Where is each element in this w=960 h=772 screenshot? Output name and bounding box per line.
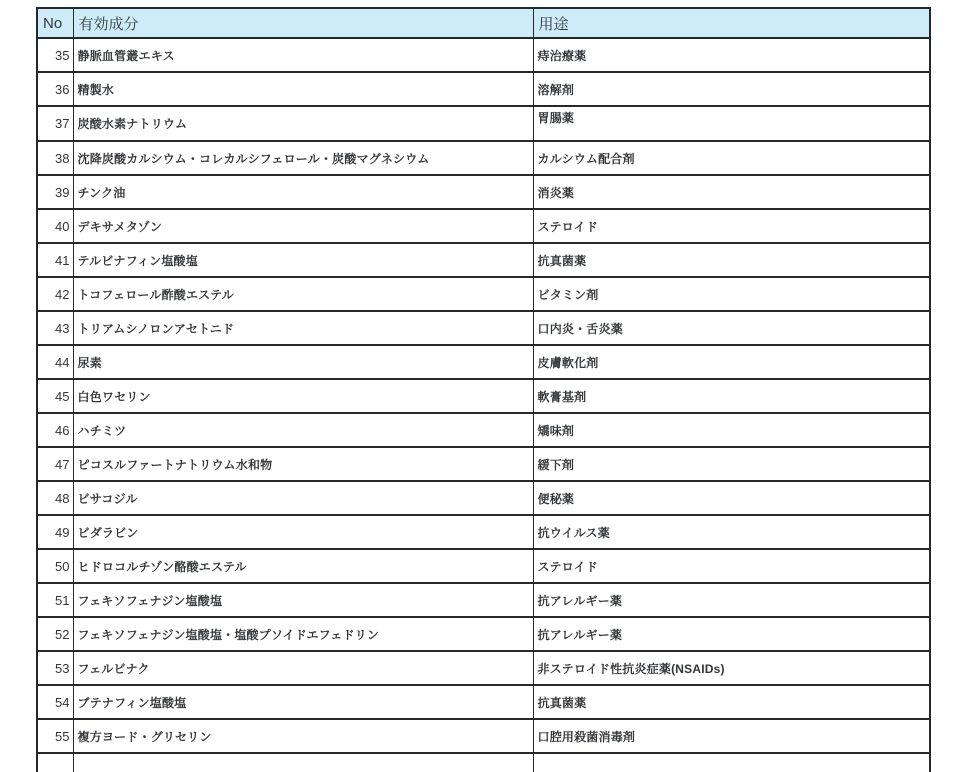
row-ingredient-cell: 静脈血管叢エキス [73,38,533,72]
table-row [37,617,930,651]
row-ingredient-cell: ビサコジル [73,481,533,515]
table-row [37,379,930,413]
row-ingredient-cell: 沈降炭酸カルシウム・コレカルシフェロール・炭酸マグネシウム [73,141,533,175]
row-use-cell: 非ステロイド性抗炎症薬(NSAIDs) [533,651,930,685]
table-row [37,719,930,753]
ingredient-table [36,7,931,772]
ingredient-table-container [36,7,929,772]
row-ingredient-cell: テルビナフィン塩酸塩 [73,243,533,277]
table-row [37,209,930,243]
row-use-cell: カルシウム配合剤 [533,141,930,175]
row-no-cell: 46 [37,413,73,447]
row-no-cell: 50 [37,549,73,583]
row-ingredient-cell: チンク油 [73,175,533,209]
row-use-cell: 抗真菌薬 [533,243,930,277]
row-use-cell: 抗真菌薬 [533,685,930,719]
header-use: 用途 [533,8,930,38]
row-ingredient-cell: ブテナフィン塩酸塩 [73,685,533,719]
row-ingredient-cell: デキサメタゾン [73,209,533,243]
table-row [37,72,930,106]
row-ingredient-cell: フェキソフェナジン塩酸塩 [73,583,533,617]
row-no-cell: 37 [37,106,73,141]
row-no-cell: 51 [37,583,73,617]
row-ingredient-cell: ピコスルファートナトリウム水和物 [73,447,533,481]
table-row [37,583,930,617]
row-ingredient-cell: フェルビナク [73,651,533,685]
table-row [37,481,930,515]
table-row [37,175,930,209]
row-no-cell: 45 [37,379,73,413]
row-no-cell: 54 [37,685,73,719]
table-row-partial [37,753,930,772]
row-no-cell: 53 [37,651,73,685]
header-no: No [37,8,73,38]
row-no-cell: 52 [37,617,73,651]
row-no-cell: 55 [37,719,73,753]
row-no-cell: 44 [37,345,73,379]
row-ingredient-cell: トリアムシノロンアセトニド [73,311,533,345]
row-ingredient-cell: ヒドロコルチゾン酪酸エステル [73,549,533,583]
row-ingredient-cell: 精製水 [73,72,533,106]
table-row [37,413,930,447]
row-no-cell: 41 [37,243,73,277]
table-row [37,447,930,481]
table-row [37,243,930,277]
table-header [37,8,930,38]
row-use-cell: ステロイド [533,549,930,583]
row-ingredient-cell: 尿素 [73,345,533,379]
row-use-cell: 緩下剤 [533,447,930,481]
row-use-cell: ステロイド [533,209,930,243]
partial-no-cell [37,753,73,772]
row-no-cell: 38 [37,141,73,175]
row-use-cell: 抗アレルギー薬 [533,617,930,651]
row-use-cell: 矯味剤 [533,413,930,447]
table-row [37,141,930,175]
row-use-cell: 胃腸薬 [533,106,930,141]
row-no-cell: 36 [37,72,73,106]
row-use-cell: 軟膏基剤 [533,379,930,413]
row-no-cell: 47 [37,447,73,481]
row-no-cell: 35 [37,38,73,72]
table-body [37,38,930,772]
row-ingredient-cell: ハチミツ [73,413,533,447]
row-no-cell: 39 [37,175,73,209]
row-use-cell: 抗ウイルス薬 [533,515,930,549]
table-row [37,549,930,583]
table-row [37,277,930,311]
table-row [37,38,930,72]
row-ingredient-cell: 炭酸水素ナトリウム [73,106,533,141]
row-no-cell: 48 [37,481,73,515]
table-row [37,515,930,549]
partial-use-cell [533,753,930,772]
row-use-cell: 口内炎・舌炎薬 [533,311,930,345]
row-use-cell: 皮膚軟化剤 [533,345,930,379]
row-ingredient-cell: フェキソフェナジン塩酸塩・塩酸プソイドエフェドリン [73,617,533,651]
table-row [37,345,930,379]
table-row [37,651,930,685]
table-row [37,311,930,345]
row-no-cell: 49 [37,515,73,549]
row-use-cell: 口腔用殺菌消毒剤 [533,719,930,753]
row-ingredient-cell: 複方ヨード・グリセリン [73,719,533,753]
row-use-cell: 消炎薬 [533,175,930,209]
row-ingredient-cell: 白色ワセリン [73,379,533,413]
partial-ingredient-cell [73,753,533,772]
row-use-cell: 溶解剤 [533,72,930,106]
row-ingredient-cell: トコフェロール酢酸エステル [73,277,533,311]
row-use-cell: 痔治療薬 [533,38,930,72]
row-use-cell: ビタミン剤 [533,277,930,311]
row-no-cell: 42 [37,277,73,311]
row-use-cell: 便秘薬 [533,481,930,515]
table-header-row [37,8,930,38]
row-no-cell: 43 [37,311,73,345]
row-use-cell: 抗アレルギー薬 [533,583,930,617]
table-row [37,685,930,719]
row-no-cell: 40 [37,209,73,243]
table-row [37,106,930,141]
row-ingredient-cell: ビダラビン [73,515,533,549]
header-ingredient: 有効成分 [73,8,533,38]
